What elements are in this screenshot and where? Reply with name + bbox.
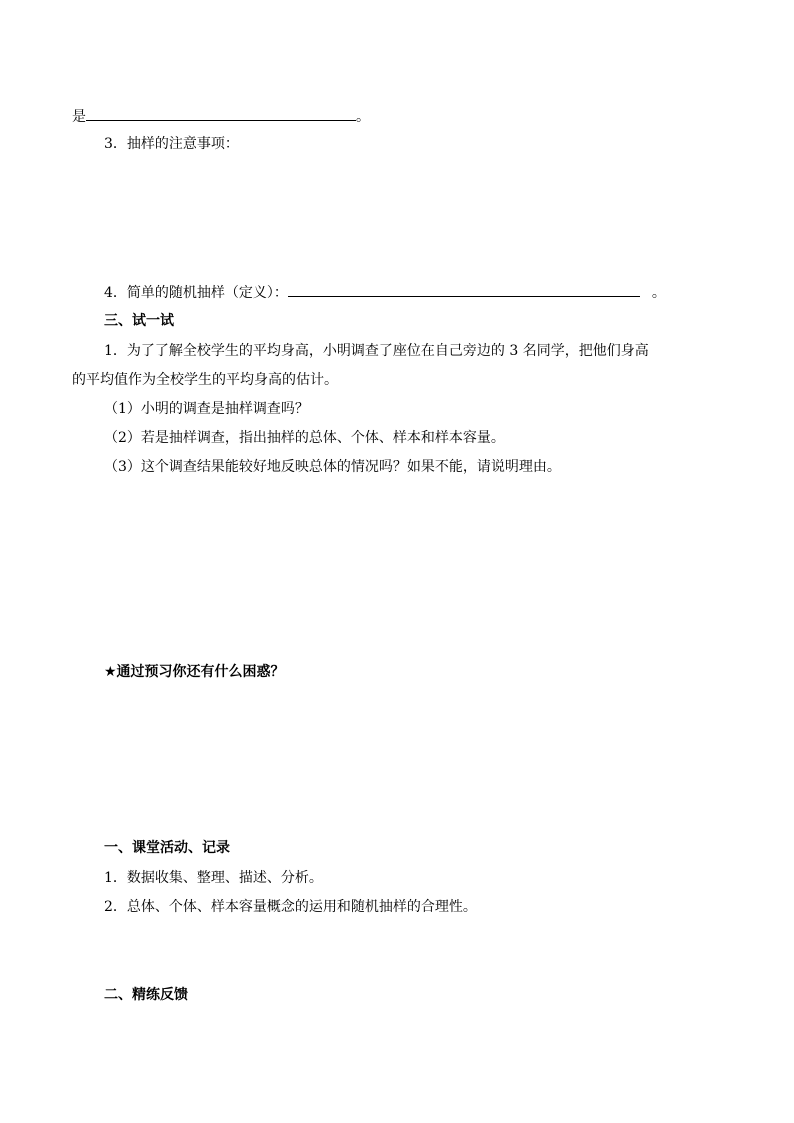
item4-row <box>104 282 666 302</box>
fill-line-suffix: 。 <box>356 109 370 125</box>
fill-line-row <box>72 106 370 126</box>
class-activity-item-2: 2．总体、个体、样本容量概念的运用和随机抽样的合理性。 <box>104 899 477 915</box>
definition-blank[interactable] <box>288 282 640 297</box>
class-activity-heading: 一、课堂活动、记录 <box>104 840 230 856</box>
item3-label: 3．抽样的注意事项： <box>104 136 239 152</box>
fill-line-prefix: 是 <box>72 109 86 125</box>
sub-question-2: （2）若是抽样调查，指出抽样的总体、个体、样本和样本容量。 <box>104 430 505 446</box>
answer-blank[interactable] <box>86 106 356 121</box>
class-activity-item-1: 1．数据收集、整理、描述、分析。 <box>104 870 323 886</box>
q1-line1: 1．为了了解全校学生的平均身高，小明调查了座位在自己旁边的 3 名同学，把他们身高 <box>104 343 649 359</box>
sub-question-3: （3）这个调查结果能较好地反映总体的情况吗？如果不能，请说明理由。 <box>104 459 561 475</box>
practice-heading: 二、精练反馈 <box>104 987 188 1003</box>
item4-label: 4．简单的随机抽样（定义）： <box>104 285 288 301</box>
q1-line2: 的平均值作为全校学生的平均身高的估计。 <box>72 372 338 388</box>
doubt-prompt: ★通过预习你还有什么困惑？ <box>104 664 285 680</box>
sub-question-1: （1）小明的调查是抽样调查吗？ <box>104 401 309 417</box>
try-heading: 三、试一试 <box>104 313 174 329</box>
item4-suffix: 。 <box>651 285 666 301</box>
